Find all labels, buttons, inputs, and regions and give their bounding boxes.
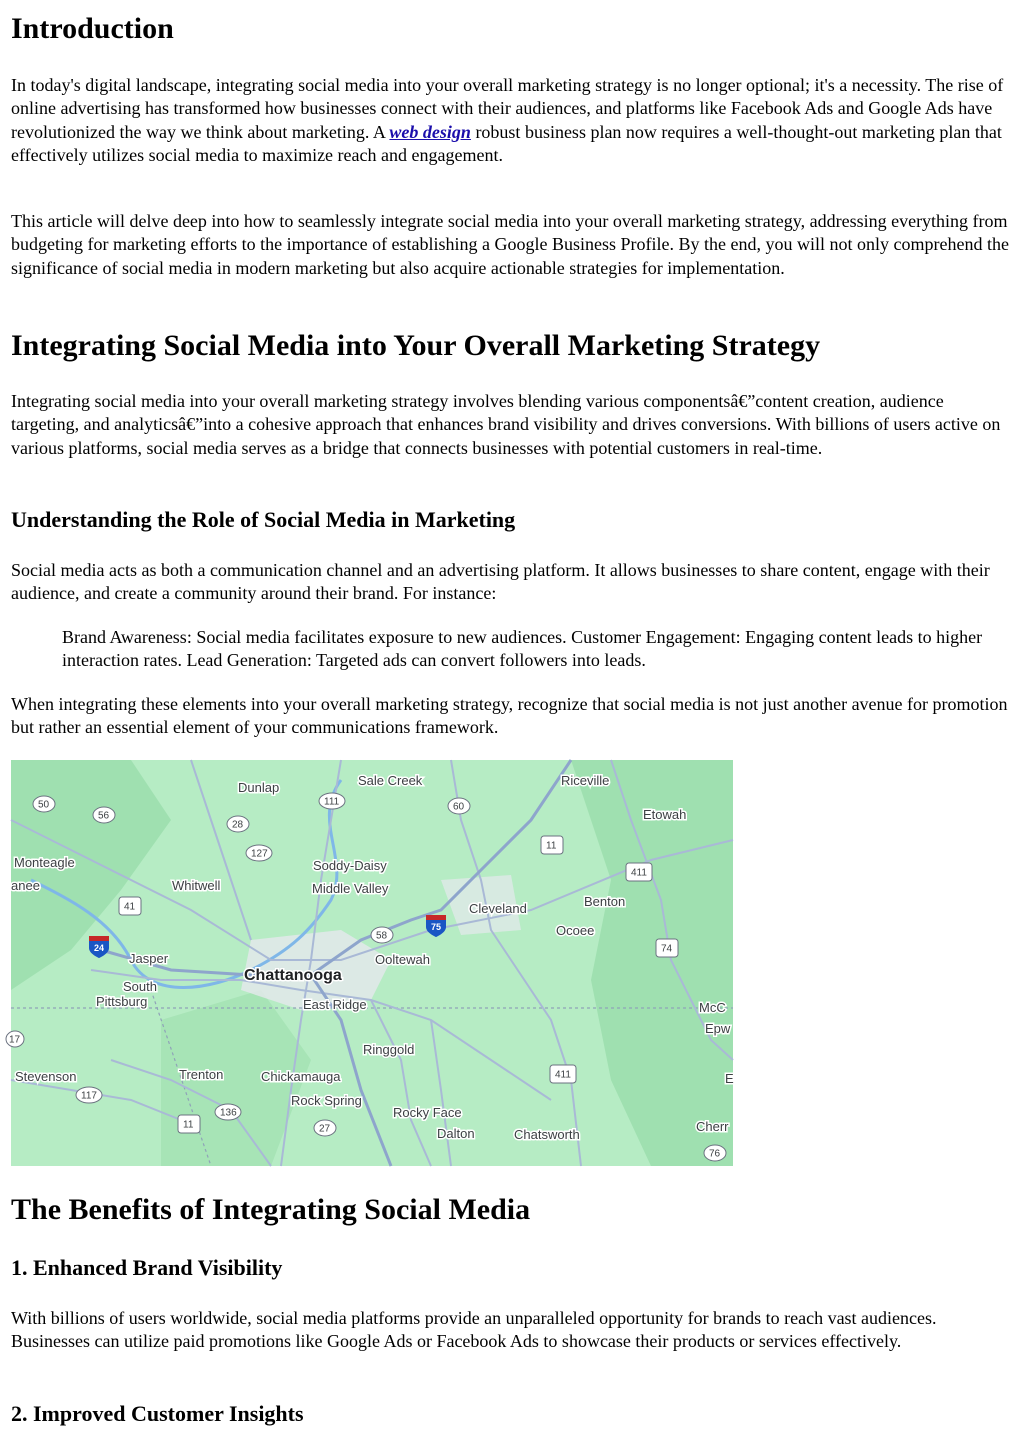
- map-label-epw: Epw: [705, 1021, 731, 1036]
- map-label-cleveland: Cleveland: [469, 901, 527, 916]
- role-paragraph-2: When integrating these elements into your overall marketing strategy, recognize that social media is not just another avenue for promotion but rather an essential element of your communications framework.: [11, 694, 1008, 738]
- route-shield-11: 11: [546, 840, 557, 852]
- route-shield-11b: 11: [183, 1119, 194, 1131]
- route-shield-41: 41: [124, 901, 136, 913]
- route-shield-50: 50: [38, 799, 50, 811]
- map-label-ooltewah: Ooltewah: [375, 952, 430, 967]
- map-label-e: E: [725, 1071, 734, 1086]
- map-label-mcc: McC: [699, 1000, 726, 1015]
- map-label-chattanooga: Chattanooga: [244, 967, 342, 984]
- route-shield-17: 17: [9, 1034, 21, 1046]
- route-shield-411b: 411: [555, 1069, 571, 1081]
- map-label-rock-spring: Rock Spring: [291, 1093, 362, 1108]
- map-label-trenton: Trenton: [179, 1067, 224, 1082]
- map-label-ocoee: Ocoee: [556, 923, 595, 938]
- map-label-cherr: Cherr: [696, 1119, 729, 1134]
- map-label-anee: anee: [11, 878, 40, 893]
- route-shield-56: 56: [98, 810, 110, 822]
- web-design-link[interactable]: web design: [389, 121, 471, 142]
- map-image: [11, 760, 733, 1166]
- map-label-benton: Benton: [584, 894, 626, 909]
- map-label-pittsburg: Pittsburg: [96, 994, 148, 1009]
- route-shield-58: 58: [376, 930, 388, 942]
- role-blockquote: Brand Awareness: Social media facilitates exposure to new audiences. Customer Engagement: Engaging content leads to higher interaction rates. Lead Generation: Targeted ads can convert followers into leads.: [62, 627, 983, 671]
- route-shield-117: 117: [81, 1090, 97, 1102]
- role-heading: Understanding the Role of Social Media in Marketing: [11, 507, 516, 532]
- intro-p1-text-after: robust business plan now requires a well-thought-out marketing plan that effectively utilizes social media to maximize reach and engagement.: [11, 121, 1002, 165]
- map-label-middle-valley: Middle Valley: [312, 881, 389, 896]
- map-label-jasper: Jasper: [129, 951, 169, 966]
- benefit-1-paragraph: With billions of users worldwide, social media platforms provide an unparalleled opportunity for brands to reach vast audiences. Businesses can utilize paid promotions like Google Ads or Facebook Ads to showcase their products or services effectively.: [11, 1308, 937, 1352]
- benefits-heading: The Benefits of Integrating Social Media: [11, 1193, 531, 1226]
- benefit-1-heading: 1. Enhanced Brand Visibility: [11, 1255, 283, 1280]
- benefit-2-heading: 2. Improved Customer Insights: [11, 1401, 304, 1426]
- map-label-soddy-daisy: Soddy-Daisy: [313, 858, 387, 873]
- route-shield-28: 28: [232, 819, 244, 831]
- map-label-dunlap: Dunlap: [238, 780, 280, 795]
- integrating-paragraph: Integrating social media into your overall marketing strategy involves blending various componentsâ€”content creation, audience targeting, and analyticsâ€”into a cohesive approach that enhances brand visibility and drives conversions. With billions of users active on various platforms, social media serves as a bridge that connects businesses with potential customers in real-time.: [11, 391, 1001, 458]
- intro-heading: Introduction: [11, 12, 174, 45]
- route-shield-76: 76: [709, 1148, 721, 1160]
- map-label-chickamauga: Chickamauga: [261, 1069, 341, 1084]
- map-label-rocky-face: Rocky Face: [393, 1105, 462, 1120]
- route-shield-111: 111: [324, 796, 340, 808]
- integrating-heading: Integrating Social Media into Your Overall Marketing Strategy: [11, 329, 821, 362]
- intro-paragraph-1: [11, 74, 1013, 167]
- role-paragraph: Social media acts as both a communication channel and an advertising platform. It allows businesses to share content, engage with their audience, and create a community around their brand. For instance:: [11, 560, 990, 604]
- map-label-riceville: Riceville: [561, 773, 610, 788]
- map-label-stevenson: Stevenson: [15, 1069, 77, 1084]
- route-shield-136: 136: [220, 1107, 237, 1119]
- route-shield-27: 27: [319, 1123, 331, 1135]
- interstate-shield-75: 75: [431, 922, 442, 932]
- map-graphic: [11, 760, 733, 1166]
- map-label-whitwell: Whitwell: [172, 878, 221, 893]
- map-label-east-ridge: East Ridge: [303, 997, 367, 1012]
- map-label-chatsworth: Chatsworth: [514, 1127, 580, 1142]
- map-label-south: South: [123, 979, 157, 994]
- map-label-etowah: Etowah: [643, 807, 687, 822]
- map-label-sale-creek: Sale Creek: [358, 773, 423, 788]
- intro-p1-text-before: In today's digital landscape, integrating social media into your overall marketing strategy is no longer optional; it's a necessity. The rise of online advertising has transformed how businesses connect with their audiences, and platforms like Facebook Ads and Google Ads have revolutionized the way we think about marketing. A: [11, 75, 1004, 142]
- intro-paragraph-2: This article will delve deep into how to seamlessly integrate social media into your overall marketing strategy, addressing everything from budgeting for marketing efforts to the importance of establishing a Google Business Profile. By the end, you will not only comprehend the significance of social media in modern marketing but also acquire actionable strategies for implementation.: [11, 211, 1009, 278]
- route-shield-411: 411: [631, 867, 647, 879]
- map-label-dalton: Dalton: [437, 1126, 475, 1141]
- route-shield-60: 60: [453, 801, 465, 813]
- map-label-monteagle: Monteagle: [14, 855, 75, 870]
- interstate-shield-24: 24: [94, 943, 105, 953]
- route-shield-74: 74: [661, 943, 673, 955]
- map-label-ringgold: Ringgold: [363, 1042, 415, 1057]
- route-shield-127: 127: [251, 848, 268, 860]
